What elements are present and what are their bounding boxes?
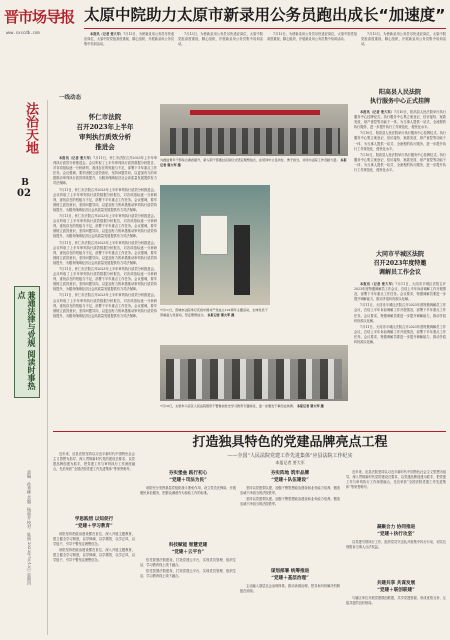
feature-section-4-title-l2: “党建＋队伍建设” xyxy=(271,478,309,483)
photo-credit-2: 本报记者 要大军 摄 xyxy=(207,312,235,317)
footer-editor: 责编：孙秀峰 美编：杨丽芳 校对：陈丽 xyxy=(27,470,32,541)
story2-text-repeat-2: 7月10日，阳高县人民法院举行执行服务中心挂牌仪式。执行服务中心集立案登记、信访接待、案款发放、财产查控等功能于一体，为当事人提供一站式、全流程的执行服务，进一步提升执行工作规范化、便民化水平。 xyxy=(354,152,446,173)
story1-text-repeat-3: 7月11日，怀仁市法院召开2023年上半年审判执行质效分析推进会。会议听取了上半年审判执行质效数据分析报告，对各项指标逐一分析研判，查找存在的短板与不足，部署下半年重点工作任务。会议强调，要牢固树立质效意识，坚持问题导向，以更加有力的举措推动审判执行质效持续提升，为服务保障经济社会高质量发展提供有力司法保障。 xyxy=(53,240,157,265)
feature-section-3-body xyxy=(140,558,236,634)
story1-text-repeat: 7月11日，怀仁市法院召开2023年上半年审判执行质效分析推进会。会议听取了上半年审判执行质效数据分析报告，对各项指标逐一分析研判，查找存在的短板与不足，部署下半年重点工作任务。会议强调，要牢固树立质效意识，坚持问题导向，以更加有力的举措推动审判执行质效持续提升，为服务保障经济社会高质量发展提供有力司法保障。 xyxy=(53,187,157,212)
story2-byline: 本报讯（记者 要大军） xyxy=(360,110,394,114)
story3-text-repeat-2: 7月11日，大同市平城区法院召开2023年度特邀调解员工作会议，总结上半年诉前调解工作开展情况，部署下半年重点工作任务。会议要求，特邀调解员要进一步提升调解能力，推动矛盾纠纷源头化解。 xyxy=(354,324,446,345)
photo-caption-3 xyxy=(160,404,348,428)
story2-body xyxy=(354,110,446,245)
story1-text-repeat-2: 7月11日，怀仁市法院召开2023年上半年审判执行质效分析推进会。会议听取了上半年审判执行质效数据分析报告，对各项指标逐一分析研判，查找存在的短板与不足，部署下半年重点工作任务。会议强调，要牢固树立质效意识，坚持问题导向，以更加有力的举措推动审判执行质效持续提升，为服务保障经济社会高质量发展提供有力司法保障。 xyxy=(53,214,157,239)
feature-section-3-title xyxy=(140,542,236,556)
feature-section-7-body xyxy=(346,596,446,634)
story3-text: 7月11日，大同市平城区法院召开2023年度特邀调解员工作会议，总结上半年诉前调解工作开展情况，部署下半年重点工作任务。会议要求，特邀调解员要进一步提升调解能力，推动矛盾纠纷源头化解。 xyxy=(354,282,446,302)
feature-section-6-text-block xyxy=(346,540,446,578)
news-compilation xyxy=(53,92,153,106)
story3-headline xyxy=(354,250,446,277)
feature-divider xyxy=(53,431,446,432)
section-name-text: 法治天地 xyxy=(23,102,38,154)
story1-headline-l4: 推进会 xyxy=(95,143,115,151)
page-number: 02 xyxy=(17,188,31,199)
news-compilation-label: 一线动态 xyxy=(59,95,82,101)
photo-group-people xyxy=(166,359,342,399)
feature-headline: 打造独具特色的党建品牌亮点工程 xyxy=(192,435,388,450)
lead-text: 7月13日，为使新录用公务员尽快适应岗位，太原中院党组高度重视，精心组织，开展新录用公务员集中培训活动。 xyxy=(84,32,174,47)
photo-plaque xyxy=(160,185,270,305)
column-divider xyxy=(47,100,48,635)
story1-byline: 本报讯（记者 要大军） xyxy=(59,156,94,160)
story3-headline-l2: 召开2023年度特邀 xyxy=(373,260,427,267)
photo-banner xyxy=(190,110,320,115)
photo-credit-1: 本报记者 要大军 摄 xyxy=(160,158,347,167)
feature-section-2-title xyxy=(140,470,236,484)
feature-intro xyxy=(53,452,135,514)
feature-section-7-text: 与辖区单位开展党建联创联建，共享党建资源，形成优势互补、互促共进的良好格局。 xyxy=(346,596,446,606)
footer-date: 2023年7月13日 星期四 xyxy=(27,541,32,585)
footer-info xyxy=(18,470,32,635)
feature-section-4-text-repeat: 坚持以党建带队建，加强干警思想政治建设和业务能力培养，锻造忠诚干净担当的法院铁军。 xyxy=(240,497,340,507)
main-headline: 太原中院助力太原市新录用公务员跑出成长“加速度” xyxy=(84,6,446,24)
feature-section-3-title-l1: 科技赋能 智慧党建 xyxy=(168,543,208,548)
story3-byline: 本报讯（记者 要大军） xyxy=(360,282,396,286)
feature-section-3-text-repeat: 依托智慧法院建设，打造党建云平台，实现党员管理、组织生活、学习教育线上线下融合。 xyxy=(140,569,236,579)
story3-headline-l1: 大同市平城区法院 xyxy=(375,251,424,258)
photo-plaque-person-left xyxy=(178,225,194,295)
photo-group xyxy=(160,345,348,401)
story2-headline-l1: 阳高县人民法院 xyxy=(378,89,421,96)
lead-article-col4 xyxy=(361,32,446,87)
masthead xyxy=(0,0,82,48)
feature-subheadline: ——全国“人民法院党建工作先进集体”应县法院工作纪实 xyxy=(227,453,353,459)
feature-section-2-title-l2: “党建＋司法为民” xyxy=(169,478,207,483)
feature-byline: 本报记者 要大军 xyxy=(275,460,305,465)
story2-text-repeat: 7月10日，阳高县人民法院举行执行服务中心挂牌仪式。执行服务中心集立案登记、信访接待、案款发放、财产查控等功能于一体，为当事人提供一站式、全流程的执行服务，进一步提升执行工作规范化、便民化水平。 xyxy=(354,131,446,151)
story1-headline xyxy=(53,112,157,152)
feature-section-6-title-l2: “党建＋执行攻坚” xyxy=(377,532,415,537)
story2-text: 7月10日，阳高县人民法院举行执行服务中心挂牌仪式。执行服务中心集立案登记、信访接待、案款发放、财产查控等功能于一体，为当事人提供一站式、全流程的执行服务，进一步提升执行工作规范化、便民化水平。 xyxy=(354,110,446,130)
story1-headline-l3: 审判执行质效分析 xyxy=(79,133,131,141)
photo-caption-2-text: 7月11日，晋城市法院举行庆祝中国共产党成立102周年主题活动，全体党员干部重温入党誓词，坚定理想信念。 xyxy=(160,308,268,317)
photo-caption-1 xyxy=(160,158,348,182)
photo-ceremony xyxy=(160,104,348,156)
photo-credit-3: 本报记者 要大军 摄 xyxy=(296,404,324,408)
feature-section-1-title-l1: 学思践悟 以知促行 xyxy=(74,517,114,522)
story1-body xyxy=(53,156,157,448)
feature-section-5-title-l1: 谋划部署 统筹推进 xyxy=(270,569,310,574)
slogan-box xyxy=(14,286,40,398)
feature-section-5-title xyxy=(240,568,340,582)
feature-section-6-body xyxy=(346,470,446,522)
feature-section-3-title-l2: “党建＋云平台” xyxy=(171,550,205,555)
story2-headline-l2: 执行服务中心正式挂牌 xyxy=(369,98,430,105)
story1-headline-l2: 召开2023年上半年 xyxy=(76,123,134,131)
lead-text-continued-2: 7月13日，为使新录用公务员尽快适应岗位，太原中院党组高度重视，精心组织，开展新录用公务员集中培训活动。 xyxy=(267,32,357,42)
feature-section-4-title-l1: 夯实阵地 筑牢品牌 xyxy=(270,471,310,476)
feature-section-1-title xyxy=(53,516,135,530)
feature-section-3-text: 依托智慧法院建设，打造党建云平台，实现党员管理、组织生活、学习教育线上线下融合。 xyxy=(140,558,236,568)
feature-section-2-text: 该院充分发挥基层党组织战斗堡垒作用，设立党员先锋岗，开展便民诉讼服务，把群众满意作为检验工作的标准。 xyxy=(140,486,236,496)
photo-plaque-person-right xyxy=(234,225,250,295)
page-letter: B xyxy=(21,178,29,188)
story3-text-repeat: 7月11日，大同市平城区法院召开2023年度特邀调解员工作会议，总结上半年诉前调解工作开展情况，部署下半年重点工作任务。会议要求，特邀调解员要进一步提升调解能力，推动矛盾纠纷源头化解。 xyxy=(354,303,446,323)
feature-section-1-body xyxy=(53,532,135,632)
section-panel xyxy=(4,102,44,188)
feature-section-4-body xyxy=(240,486,340,566)
feature-section-7-title xyxy=(346,580,446,594)
story1-headline-l1: 怀仁市法院 xyxy=(88,113,122,121)
photo-people-row xyxy=(170,128,340,154)
masthead-url: www.sxscdb.com xyxy=(6,30,40,35)
feature-section-6-text-pre: 近年来，应县法院坚持以习近平新时代中国特色社会主义思想为指导，深入贯彻新时代党的建设总要求，以党建品牌创建为抓手，把党建工作与审判执行工作深度融合，先后荣获“全国法院党建工作先进集体”等荣誉称号。 xyxy=(346,470,446,490)
photo-plaque-board xyxy=(200,215,228,255)
feature-section-7-title-l1: 共建共享 共谋发展 xyxy=(376,581,416,586)
feature-section-6-title-l1: 凝聚合力 协同推进 xyxy=(376,525,416,530)
lead-text-continued: 7月13日，为使新录用公务员尽快适应岗位，太原中院党组高度重视，精心组织，开展新录用公务员集中培训活动。 xyxy=(178,32,263,47)
photo-caption-3-text: 7月10日，太原市小店区人民法院组织干警参加党史学习教育专题讲座，进一步激发干事创业热情。 xyxy=(160,404,296,408)
feature-section-7-title-l2: “党建＋联创联建” xyxy=(377,588,415,593)
story2-headline xyxy=(354,88,446,106)
section-name xyxy=(12,102,38,154)
story1-text-repeat-4: 7月11日，怀仁市法院召开2023年上半年审判执行质效分析推进会。会议听取了上半年审判执行质效数据分析报告，对各项指标逐一分析研判，查找存在的短板与不足，部署下半年重点工作任务。会议强调，要牢固树立质效意识，坚持问题导向，以更加有力的举措推动审判执行质效持续提升，为服务保障经济社会高质量发展提供有力司法保障。 xyxy=(53,266,157,292)
vertical-slogan: 兼通法律与党规 阅读时事热点 xyxy=(17,291,37,390)
photo-caption-2 xyxy=(160,308,270,342)
feature-section-1-text: 该院坚持把政治建设摆在首位，深入开展主题教育，建立健全学习制度，以学铸魂、以学增智、以学正风、以学促干，引导干警坚定理想信念。 xyxy=(53,532,135,547)
feature-section-1-title-l2: “党建＋学习教育” xyxy=(75,524,113,529)
story1-text-repeat-5: 7月11日，怀仁市法院召开2023年上半年审判执行质效分析推进会。会议听取了上半年审判执行质效数据分析报告，对各项指标逐一分析研判，查找存在的短板与不足，部署下半年重点工作任务。会议强调，要牢固树立质效意识，坚持问题导向，以更加有力的举措推动审判执行质效持续提升，为服务保障经济社会高质量发展提供有力司法保障。 xyxy=(53,293,157,318)
lead-byline: 本报讯（记者 要大军） xyxy=(90,32,124,36)
lead-text-continued-3: 7月13日，为使新录用公务员尽快适应岗位，太原中院党组高度重视，精心组织，开展新录用公务员集中培训活动。 xyxy=(361,32,446,47)
lead-article-col3 xyxy=(267,32,357,102)
story3-headline-l3: 调解员工作会议 xyxy=(378,269,421,276)
feature-section-5-text: 主动融入基层社会治理体系，推动诉源治理，把非诉纠纷解决机制挺在前面。 xyxy=(240,584,340,594)
lead-article-col2 xyxy=(178,32,263,102)
masthead-title: 晋市场导报 xyxy=(4,8,75,26)
photo-caption-1-text: 为推进青年干部综合素质提升，新入职干部通过宣誓仪式坚定理想信念，在培训中立足岗位、勇于担当，共同为法院工作贡献力量。 xyxy=(160,158,340,162)
feature-section-5-title-l2: “党建＋基层治理” xyxy=(271,576,309,581)
feature-intro-text: 近年来，应县法院坚持以习近平新时代中国特色社会主义思想为指导，深入贯彻新时代党的建设总要求，以党建品牌创建为抓手，把党建工作与审判执行工作深度融合，先后荣获“全国法院党建工作先进集体”等荣誉称号。 xyxy=(53,452,135,472)
feature-section-2-title-l1: 夯实堡垒 践行初心 xyxy=(168,471,208,476)
story1-text: 7月11日，怀仁市法院召开2023年上半年审判执行质效分析推进会。会议听取了上半年审判执行质效数据分析报告，对各项指标逐一分析研判，查找存在的短板与不足，部署下半年重点工作任务。会议强调，要牢固树立质效意识，坚持问题导向，以更加有力的举措推动审判执行质效持续提升，为服务保障经济社会高质量发展提供有力司法保障。 xyxy=(53,156,157,186)
feature-section-5-body xyxy=(240,584,340,634)
story3-body xyxy=(354,282,446,427)
headline-divider xyxy=(84,28,446,29)
feature-section-2-body xyxy=(140,486,236,538)
feature-section-4-title xyxy=(240,470,340,484)
feature-section-6-title xyxy=(346,524,446,538)
feature-section-1-text-repeat: 该院坚持把政治建设摆在首位，深入开展主题教育，建立健全学习制度，以学铸魂、以学增智、以学正风、以学促干，引导干警坚定理想信念。 xyxy=(53,548,135,563)
feature-section-6-text: 以党建引领执行工作，组织党员突击队开展集中执行行动，切实兑现胜诉当事人合法权益。 xyxy=(346,540,446,550)
feature-section-4-text: 坚持以党建带队建，加强干警思想政治建设和业务能力培养，锻造忠诚干净担当的法院铁军。 xyxy=(240,486,340,496)
